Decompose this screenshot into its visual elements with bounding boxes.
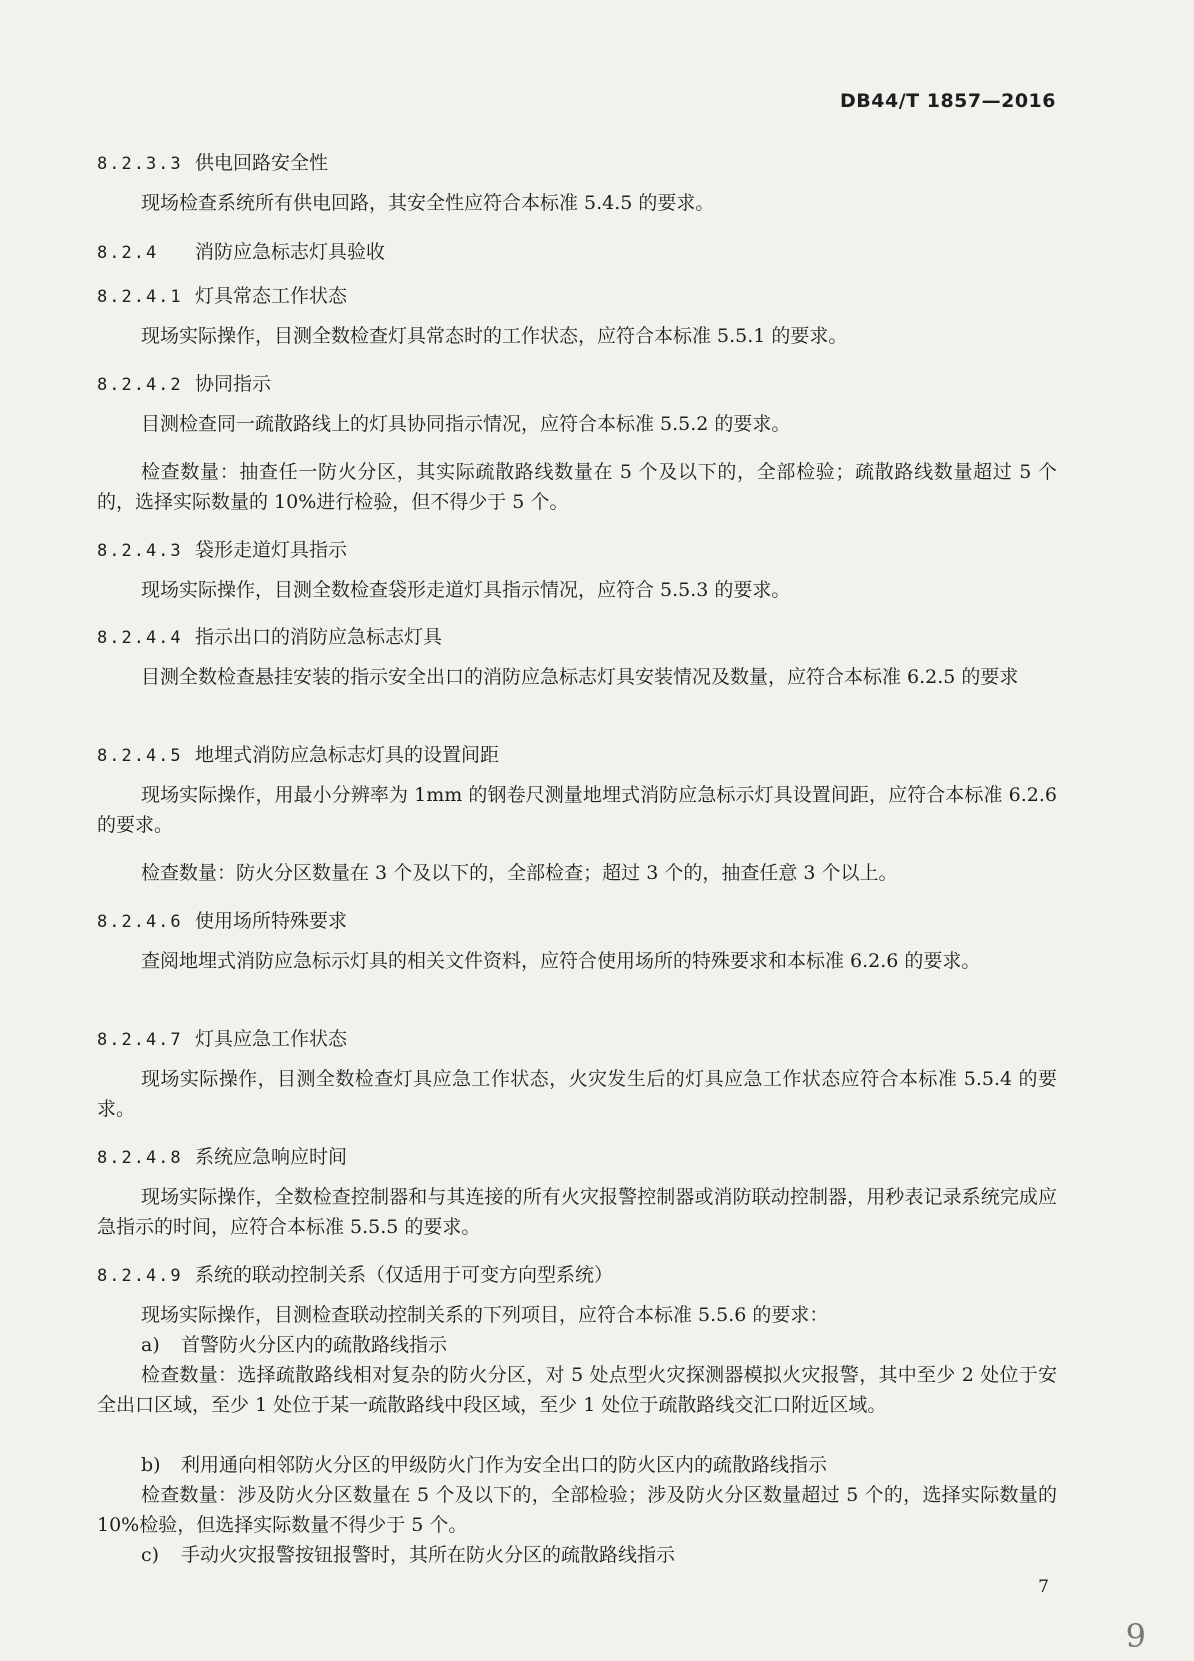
list-marker: c) (141, 1544, 160, 1566)
list-item-text: 手动火灾报警按钮报警时，其所在防火分区的疏散路线指示 (181, 1544, 676, 1566)
section-number: 8.2.4.6 (97, 912, 183, 932)
list-item-text: 首警防火分区内的疏散路线指示 (181, 1334, 448, 1356)
paragraph: 现场实际操作，目测全数检查袋形走道灯具指示情况，应符合 5.5.3 的要求。 (141, 579, 791, 601)
section-title: 地埋式消防应急标志灯具的设置间距 (195, 744, 500, 766)
paragraph: 现场检查系统所有供电回路，其安全性应符合本标准 5.4.5 的要求。 (141, 192, 715, 214)
paragraph: 检查数量：抽查任一防火分区，其实际疏散路线数量在 5 个及以下的，全部检验；疏散路线数量超过 5 个的，选择实际数量的 10%进行检验，但不得少于 5 个。 (97, 461, 1057, 513)
section-title: 消防应急标志灯具验收 (195, 241, 386, 263)
section-heading (97, 237, 1057, 264)
section-heading (97, 622, 1057, 649)
section-heading (97, 535, 1057, 562)
section-number: 8.2.4.1 (97, 287, 183, 307)
section-number: 8.2.3.3 (97, 154, 183, 174)
paragraph: 检查数量：防火分区数量在 3 个及以下的，全部检查；超过 3 个的，抽查任意 3 个以上。 (141, 862, 898, 884)
section-number: 8.2.4.8 (97, 1148, 183, 1168)
list-marker: a) (141, 1334, 160, 1356)
section-heading (97, 148, 1057, 175)
section-number: 8.2.4.5 (97, 746, 183, 766)
section-number: 8.2.4.7 (97, 1030, 183, 1050)
section-heading (97, 1260, 1057, 1287)
paragraph: 现场实际操作，用最小分辨率为 1mm 的钢卷尺测量地埋式消防应急标示灯具设置间距，应符合本标准 6.2.6 的要求。 (97, 784, 1057, 836)
list-item-text: 利用通向相邻防火分区的甲级防火门作为安全出口的防火区内的疏散路线指示 (181, 1454, 828, 1476)
list-marker: b) (141, 1454, 161, 1476)
section-heading (97, 369, 1057, 396)
section-number: 8.2.4.2 (97, 375, 183, 395)
section-title: 协同指示 (195, 373, 272, 395)
paragraph: 现场实际操作，目测全数检查灯具常态时的工作状态，应符合本标准 5.5.1 的要求。 (141, 325, 848, 347)
section-title: 指示出口的消防应急标志灯具 (195, 626, 443, 648)
section-heading (97, 1024, 1057, 1051)
section-heading (97, 906, 1057, 933)
page-number: 7 (1038, 1577, 1049, 1597)
paragraph: 检查数量：选择疏散路线相对复杂的防火分区，对 5 处点型火灾探测器模拟火灾报警，其中至少 2 处位于安全出口区域，至少 1 处位于某一疏散路线中段区域，至少 1 处位于疏散路线交汇口附近区域。 (97, 1364, 1057, 1416)
section-title: 灯具应急工作状态 (195, 1028, 348, 1050)
standard-number: DB44/T 1857—2016 (840, 90, 1056, 112)
paragraph: 查阅地埋式消防应急标示灯具的相关文件资料，应符合使用场所的特殊要求和本标准 6.2.6 的要求。 (141, 950, 981, 972)
list-item (97, 1540, 1101, 1570)
section-heading (97, 740, 1057, 767)
section-title: 供电回路安全性 (195, 152, 329, 174)
paragraph: 目测全数检查悬挂安装的指示安全出口的消防应急标志灯具安装情况及数量，应符合本标准 6.2.5 的要求 (141, 666, 1019, 688)
section-title: 袋形走道灯具指示 (195, 539, 348, 561)
section-title: 灯具常态工作状态 (195, 285, 348, 307)
scan-mark: 9 (1125, 1617, 1146, 1655)
section-number: 8.2.4.3 (97, 541, 183, 561)
section-number: 8.2.4.4 (97, 628, 183, 648)
section-heading (97, 1142, 1057, 1169)
paragraph: 现场实际操作，目测检查联动控制关系的下列项目，应符合本标准 5.5.6 的要求： (141, 1304, 829, 1326)
section-heading (97, 281, 1057, 308)
paragraph: 检查数量：涉及防火分区数量在 5 个及以下的，全部检验；涉及防火分区数量超过 5 个的，选择实际数量的 10%检验，但选择实际数量不得少于 5 个。 (97, 1484, 1057, 1536)
paragraph: 现场实际操作，全数检查控制器和与其连接的所有火灾报警控制器或消防联动控制器，用秒表记录系统完成应急指示的时间，应符合本标准 5.5.5 的要求。 (97, 1186, 1057, 1238)
section-number: 8.2.4 (97, 243, 159, 263)
section-title: 使用场所特殊要求 (195, 910, 348, 932)
section-title: 系统的联动控制关系（仅适用于可变方向型系统） (195, 1264, 614, 1286)
section-title: 系统应急响应时间 (195, 1146, 348, 1168)
section-number: 8.2.4.9 (97, 1266, 183, 1286)
paragraph: 现场实际操作，目测全数检查灯具应急工作状态，火灾发生后的灯具应急工作状态应符合本标准 5.5.4 的要求。 (97, 1068, 1057, 1120)
list-item (97, 1450, 1101, 1480)
paragraph: 目测检查同一疏散路线上的灯具协同指示情况，应符合本标准 5.5.2 的要求。 (141, 413, 791, 435)
list-item (97, 1330, 1101, 1360)
